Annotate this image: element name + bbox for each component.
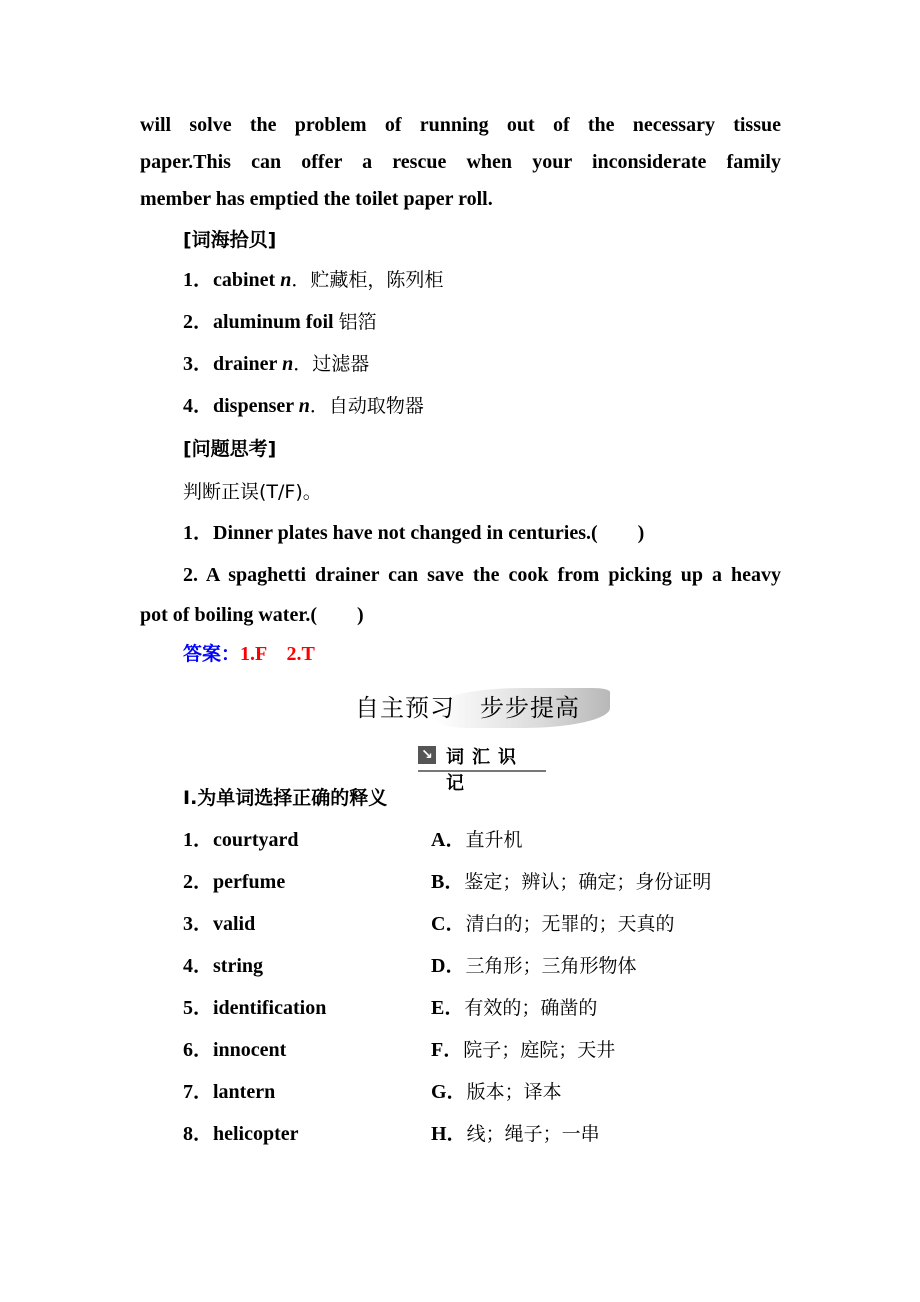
match-meaning (431, 1080, 562, 1104)
vocab-word: aluminum foil (213, 311, 339, 333)
vocab-def: ．过滤器 (293, 353, 370, 375)
meaning-letter: E． (431, 997, 465, 1019)
vocab-number: 4． (183, 395, 213, 417)
passage-line: paper.This can offer a rescue when your inconsiderate family (140, 151, 781, 173)
match-meaning (431, 828, 522, 852)
passage-line: member has emptied the toilet paper roll. (140, 188, 493, 210)
vocab-item (183, 352, 369, 376)
vocab-pos: n (280, 269, 292, 291)
match-word: 8．helicopter (183, 1123, 299, 1145)
vocab-item (183, 394, 424, 418)
question-2-cont: pot of boiling water.( ) (140, 604, 364, 626)
subsection-header (418, 742, 546, 794)
meaning-text: 版本；译本 (466, 1081, 562, 1103)
meaning-text: 院子；庭院；天井 (463, 1039, 616, 1061)
vocab-number: 3． (183, 353, 213, 375)
meaning-text: 鉴定；辨认；确定；身份证明 (464, 871, 712, 893)
match-meaning (431, 954, 636, 978)
meaning-letter: A． (431, 829, 466, 851)
banner-title: 自主预习 步步提高 (355, 694, 580, 722)
vocab-pos: n (282, 353, 294, 375)
vocab-number: 2． (183, 311, 213, 333)
question-heading: [问题思考] (183, 438, 277, 460)
meaning-text: 三角形；三角形物体 (465, 955, 637, 977)
question-1: 1．Dinner plates have not changed in centuries.( ) (183, 522, 645, 544)
subsection-title: 词汇识记 (446, 747, 524, 794)
question-2: 2. A spaghetti drainer can save the cook from picking up a heavy (183, 564, 781, 586)
passage-line: will solve the problem of running out of the necessary tissue (140, 114, 781, 136)
vocab-def: 铝箔 (338, 311, 377, 333)
vocab-item (183, 268, 443, 292)
match-word: 4．string (183, 955, 263, 977)
vocab-word: dispenser (213, 395, 299, 417)
match-meaning (431, 1122, 600, 1146)
match-meaning (431, 1038, 615, 1062)
vocab-word: drainer (213, 353, 283, 375)
meaning-text: 有效的；确凿的 (464, 997, 598, 1019)
match-word: 6．innocent (183, 1039, 287, 1061)
vocab-def: ．自动取物器 (309, 395, 424, 417)
match-word: 1．courtyard (183, 829, 299, 851)
meaning-text: 直升机 (465, 829, 523, 851)
vocab-heading: [词海拾贝] (183, 229, 277, 251)
match-meaning (431, 870, 711, 894)
match-word: 3．valid (183, 913, 256, 935)
match-word: 2．perfume (183, 871, 286, 893)
vocab-word: cabinet (213, 269, 281, 291)
arrow-icon: ↘ (418, 746, 436, 764)
exercise-title: Ⅰ.为单词选择正确的释义 (183, 787, 388, 809)
answer-label: 答案： (183, 643, 241, 665)
meaning-letter: B． (431, 871, 465, 893)
vocab-number: 1． (183, 269, 213, 291)
meaning-text: 线；绳子；一串 (466, 1123, 600, 1145)
section-banner (345, 680, 620, 735)
match-meaning (431, 912, 674, 936)
match-word: 7．lantern (183, 1081, 276, 1103)
match-word: 5．identification (183, 997, 327, 1019)
meaning-letter: H． (431, 1123, 467, 1145)
answer-values: 1.F 2.T (240, 643, 315, 665)
meaning-letter: F． (431, 1039, 464, 1061)
match-meaning (431, 996, 597, 1020)
meaning-letter: C． (431, 913, 466, 935)
question-instruction: 判断正误(T/F)。 (183, 481, 322, 503)
vocab-def: ．贮藏柜，陈列柜 (291, 269, 444, 291)
vocab-pos: n (298, 395, 310, 417)
meaning-text: 清白的；无罪的；天真的 (465, 913, 675, 935)
meaning-letter: D． (431, 955, 466, 977)
vocab-item (183, 310, 377, 334)
meaning-letter: G． (431, 1081, 467, 1103)
